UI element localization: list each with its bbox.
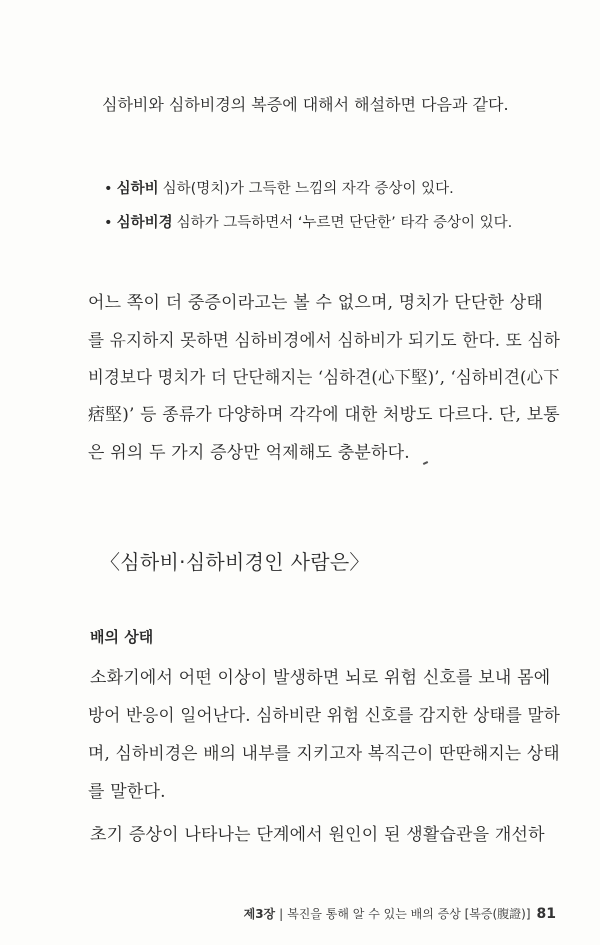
footer-chapter: 제3장 [243,907,276,921]
footer-title: 복진을 통해 알 수 있는 배의 증상 [복증(腹證)] [287,907,531,921]
bullet-term: 심하비 [116,181,159,197]
bullet-text: 심하(명치)가 그득한 느낌의 자각 증상이 있다. [162,181,454,197]
paragraph1-line: 痞堅)’ 등 종류가 다양하며 각각에 대한 처방도 다르다. 단, 보통 [88,405,560,425]
paragraph1-line: 를 유지하지 못하면 심하비경에서 심하비가 되기도 한다. 또 심하 [88,331,560,351]
paragraph1-line: 어느 쪽이 더 중증이라고는 볼 수 없으며, 명치가 단단한 상태 [88,293,543,313]
page-number: 81 [536,906,556,922]
paragraph2-line: 며, 심하비경은 배의 내부를 지키고자 복직근이 딴딴해지는 상태 [88,744,560,764]
paragraph1-line: 비경보다 명치가 더 단단해지는 ‘심하견(心下堅)’, ‘심하비견(心下 [88,368,560,388]
bullet-item-simhabigyeong [104,211,512,232]
bullet-text: 심하가 그득하면서 ‘누르면 단단한’ 타각 증상이 있다. [176,215,513,231]
paragraph3-line: 초기 증상이 나타나는 단계에서 원인이 된 생활습관을 개선하 [90,825,545,845]
footer-separator: | [279,907,284,921]
intro-sentence: 심하비와 심하비경의 복증에 대해서 해설하면 다음과 같다. [102,95,509,114]
stray-ink-mark [423,461,428,465]
section-heading: 〈심하비·심하비경인 사람은〉 [100,550,370,574]
bullet-dot: • [104,181,113,197]
paragraph2-line: 소화기에서 어떤 이상이 발생하면 뇌로 위험 신호를 보내 몸에 [90,668,551,688]
bullet-dot: • [104,215,113,231]
sub-heading: 배의 상태 [90,628,154,646]
bullet-term: 심하비경 [116,215,173,231]
page-footer [244,905,556,922]
paragraph2-line: 를 말한다. [88,782,166,802]
paragraph1-line: 은 위의 두 가지 증상만 억제해도 충분하다. [88,443,410,463]
paragraph2-line: 방어 반응이 일어난다. 심하비란 위험 신호를 감지한 상태를 말하 [88,706,560,726]
bullet-item-simhabi [104,177,454,198]
